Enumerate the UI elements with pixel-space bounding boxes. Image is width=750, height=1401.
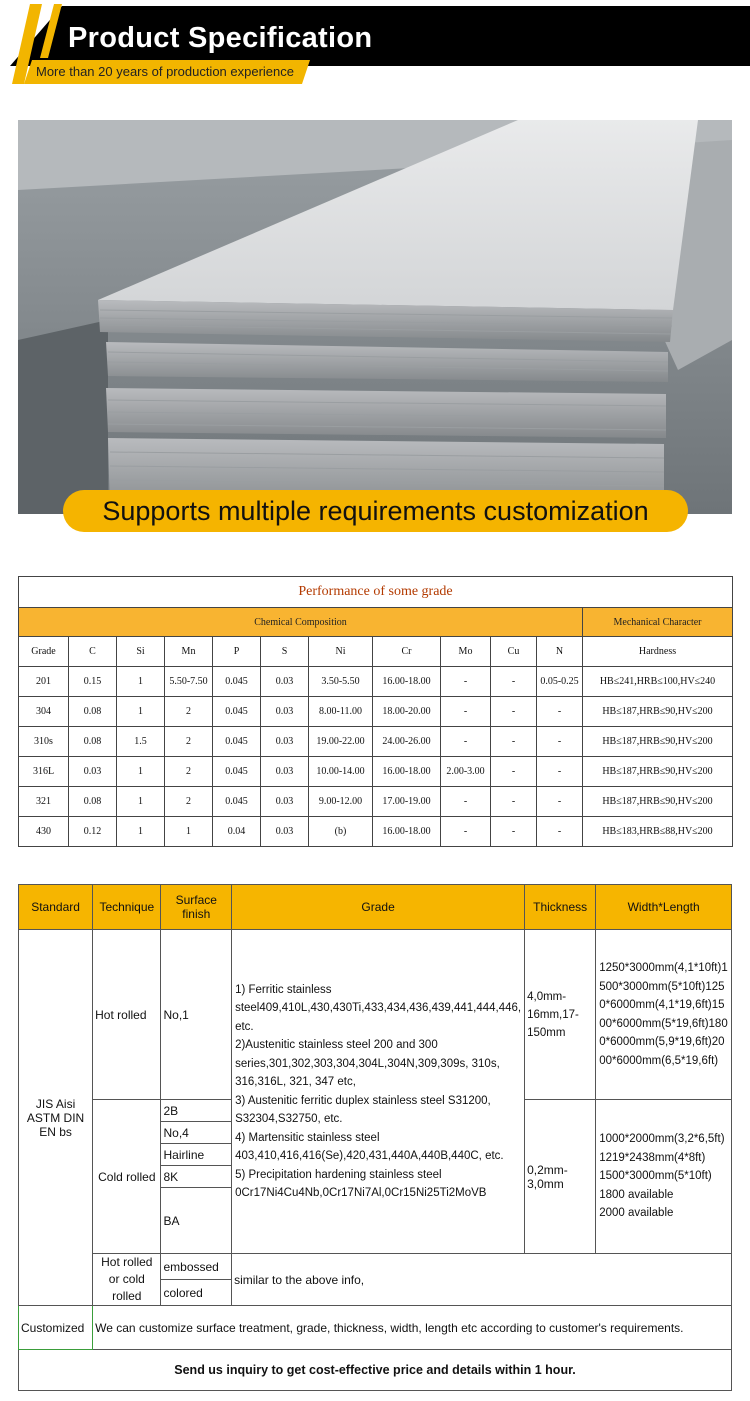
finish-cell: Hairline — [161, 1144, 232, 1166]
grade-line: 5) Precipitation hardening stainless steel 0Cr17Ni4Cu4Nb,0Cr17Ni7Al,0Cr15Ni25Ti2MoVB — [235, 1168, 487, 1199]
composition-cell: 1 — [117, 697, 165, 727]
composition-cell: 0.045 — [213, 667, 261, 697]
product-photo — [18, 120, 732, 514]
composition-cell: 16.00-18.00 — [373, 757, 441, 787]
grade-cell: 201 — [19, 667, 69, 697]
hardness-cell: HB≤187,HRB≤90,HV≤200 — [583, 757, 733, 787]
composition-cell: 0.12 — [69, 817, 117, 847]
composition-cell: 0.03 — [261, 667, 309, 697]
column-header: Hardness — [583, 637, 733, 667]
width-length-line: 2000 available — [599, 1207, 674, 1220]
column-header: Width*Length — [596, 885, 732, 930]
composition-cell: 1.5 — [117, 727, 165, 757]
composition-cell: 17.00-19.00 — [373, 787, 441, 817]
grade-line: 3) Austenitic ferritic duplex stainless steel S31200, S32304,S32750, etc. — [235, 1094, 491, 1125]
grade-cell: similar to the above info, — [232, 1254, 732, 1306]
composition-cell: - — [491, 697, 537, 727]
composition-cell: - — [441, 667, 491, 697]
composition-cell: - — [491, 727, 537, 757]
grade-cell: 304 — [19, 697, 69, 727]
composition-cell: - — [537, 727, 583, 757]
column-header: Standard — [19, 885, 93, 930]
column-header: Mo — [441, 637, 491, 667]
composition-cell: 2.00-3.00 — [441, 757, 491, 787]
composition-cell: 1 — [117, 757, 165, 787]
composition-cell: 1 — [165, 817, 213, 847]
standard-cell: JIS Aisi ASTM DIN EN bs — [19, 930, 93, 1306]
finish-cell: No,4 — [161, 1122, 232, 1144]
header-banner — [0, 0, 750, 95]
finish-cell: colored — [161, 1280, 232, 1306]
column-header: Cr — [373, 637, 441, 667]
column-header: Ni — [309, 637, 373, 667]
table-row — [19, 697, 733, 727]
composition-cell: - — [441, 787, 491, 817]
composition-cell: 2 — [165, 787, 213, 817]
width-length-line: 1800 available — [599, 1188, 674, 1201]
composition-cell: 0.03 — [261, 727, 309, 757]
composition-cell: 1 — [117, 817, 165, 847]
hardness-cell: HB≤187,HRB≤90,HV≤200 — [583, 787, 733, 817]
composition-cell: - — [491, 787, 537, 817]
page-subtitle: More than 20 years of production experience — [36, 64, 294, 79]
composition-cell: 1 — [117, 667, 165, 697]
column-header: Technique — [93, 885, 161, 930]
composition-cell: 0.08 — [69, 787, 117, 817]
grade-cell: 430 — [19, 817, 69, 847]
thickness-cell: 0,2mm-3,0mm — [525, 1100, 596, 1254]
technique-cell: Cold rolled — [93, 1100, 161, 1254]
width-length-line: 1000*2000mm(3,2*6,5ft) — [599, 1133, 725, 1146]
inquiry-footer: Send us inquiry to get cost-effective price and details within 1 hour. — [19, 1350, 732, 1391]
finish-cell: embossed — [161, 1254, 232, 1280]
composition-cell: - — [441, 697, 491, 727]
composition-cell: - — [491, 667, 537, 697]
composition-cell: - — [537, 787, 583, 817]
grade-line: 2)Austenitic stainless steel 200 and 300 series,301,302,303,304,304L,304N,309,309s, 310s, 316,316L, 321, 347 etc, — [235, 1039, 500, 1088]
composition-cell: 0.08 — [69, 697, 117, 727]
table-row — [19, 667, 733, 697]
composition-cell: 10.00-14.00 — [309, 757, 373, 787]
performance-rows — [19, 667, 733, 847]
composition-cell: 0.03 — [261, 697, 309, 727]
column-header: Cu — [491, 637, 537, 667]
composition-cell: 9.00-12.00 — [309, 787, 373, 817]
mechanical-group-header: Mechanical Character — [583, 608, 733, 637]
column-header: Surface finish — [161, 885, 232, 930]
hardness-cell: HB≤187,HRB≤90,HV≤200 — [583, 697, 733, 727]
performance-table — [18, 576, 733, 847]
composition-cell: 18.00-20.00 — [373, 697, 441, 727]
finish-cell: No,1 — [161, 930, 232, 1100]
composition-cell: 19.00-22.00 — [309, 727, 373, 757]
customized-label: Customized — [19, 1306, 93, 1350]
composition-cell: - — [441, 727, 491, 757]
composition-cell: 1 — [117, 787, 165, 817]
hardness-cell: HB≤241,HRB≤100,HV≤240 — [583, 667, 733, 697]
composition-cell: - — [537, 697, 583, 727]
photo-caption: Supports multiple requirements customization — [102, 496, 649, 526]
column-header: P — [213, 637, 261, 667]
grade-cell — [232, 930, 525, 1254]
composition-cell: 0.08 — [69, 727, 117, 757]
composition-cell: 3.50-5.50 — [309, 667, 373, 697]
table-row — [19, 727, 733, 757]
table-row — [19, 1254, 732, 1280]
column-header: Grade — [232, 885, 525, 930]
performance-column-headers — [19, 637, 733, 667]
grade-cell: 310s — [19, 727, 69, 757]
hardness-cell: HB≤187,HRB≤90,HV≤200 — [583, 727, 733, 757]
finish-cell: 2B — [161, 1100, 232, 1122]
grade-cell: 316L — [19, 757, 69, 787]
table-row — [19, 757, 733, 787]
column-header: Mn — [165, 637, 213, 667]
composition-cell: 2 — [165, 727, 213, 757]
composition-cell: 0.03 — [261, 787, 309, 817]
composition-cell: 8.00-11.00 — [309, 697, 373, 727]
hardness-cell: HB≤183,HRB≤88,HV≤200 — [583, 817, 733, 847]
width-length-cell — [596, 1100, 732, 1254]
composition-cell: 0.045 — [213, 787, 261, 817]
composition-cell: 2 — [165, 697, 213, 727]
finish-cell: 8K — [161, 1166, 232, 1188]
column-header: Thickness — [525, 885, 596, 930]
composition-cell: 0.045 — [213, 727, 261, 757]
spec-header-row — [19, 885, 732, 930]
technique-cell: Hot rolled — [93, 930, 161, 1100]
composition-cell: 0.045 — [213, 757, 261, 787]
composition-cell: 0.03 — [261, 757, 309, 787]
composition-cell: 0.045 — [213, 697, 261, 727]
composition-cell: - — [537, 757, 583, 787]
column-header: C — [69, 637, 117, 667]
composition-cell: 0.04 — [213, 817, 261, 847]
width-length-line: 1219*2438mm(4*8ft) — [599, 1151, 706, 1164]
composition-cell: - — [491, 817, 537, 847]
finish-cell: BA — [161, 1188, 232, 1254]
specification-table — [18, 884, 732, 1391]
width-length-line: 1500*3000mm(5*10ft) — [599, 1170, 712, 1183]
composition-cell: 0.15 — [69, 667, 117, 697]
table-row — [19, 1350, 732, 1391]
table-row — [19, 787, 733, 817]
thickness-cell: 4,0mm-16mm,17-150mm — [525, 930, 596, 1100]
composition-cell: - — [441, 817, 491, 847]
composition-cell: 0.03 — [69, 757, 117, 787]
table-row — [19, 817, 733, 847]
technique-cell: Hot rolled or cold rolled — [93, 1254, 161, 1306]
steel-sheets-illustration — [18, 120, 732, 514]
composition-cell: (b) — [309, 817, 373, 847]
grade-line: 4) Martensitic stainless steel 403,410,416,416(Se),420,431,440A,440B,440C, etc. — [235, 1131, 504, 1162]
composition-cell: 0.03 — [261, 817, 309, 847]
column-header: Si — [117, 637, 165, 667]
table-row — [19, 1306, 732, 1350]
page-title: Product Specification — [68, 22, 373, 54]
composition-cell: 24.00-26.00 — [373, 727, 441, 757]
grade-cell: 321 — [19, 787, 69, 817]
performance-title: Performance of some grade — [19, 577, 733, 608]
composition-cell: 16.00-18.00 — [373, 667, 441, 697]
composition-cell: 16.00-18.00 — [373, 817, 441, 847]
composition-cell: 0.05-0.25 — [537, 667, 583, 697]
grade-line: 1) Ferritic stainless steel409,410L,430,430Ti,433,434,436,439,441,444,446, etc. — [235, 983, 522, 1033]
width-length-cell: 1250*3000mm(4,1*10ft)1500*3000mm(5*10ft)1250*6000mm(4,1*19,6ft)1500*6000mm(5*19,6ft)1800*6000mm(5,9*19,6ft)2000*6000mm(6,5*19,6ft) — [596, 930, 732, 1100]
column-header: N — [537, 637, 583, 667]
customized-text: We can customize surface treatment, grade, thickness, width, length etc according to customer's requirements. — [93, 1306, 732, 1350]
composition-cell: 2 — [165, 757, 213, 787]
composition-cell: - — [537, 817, 583, 847]
table-row — [19, 930, 732, 1100]
chemical-group-header: Chemical Composition — [19, 608, 583, 637]
composition-cell: 5.50-7.50 — [165, 667, 213, 697]
column-header: Grade — [19, 637, 69, 667]
composition-cell: - — [491, 757, 537, 787]
column-header: S — [261, 637, 309, 667]
